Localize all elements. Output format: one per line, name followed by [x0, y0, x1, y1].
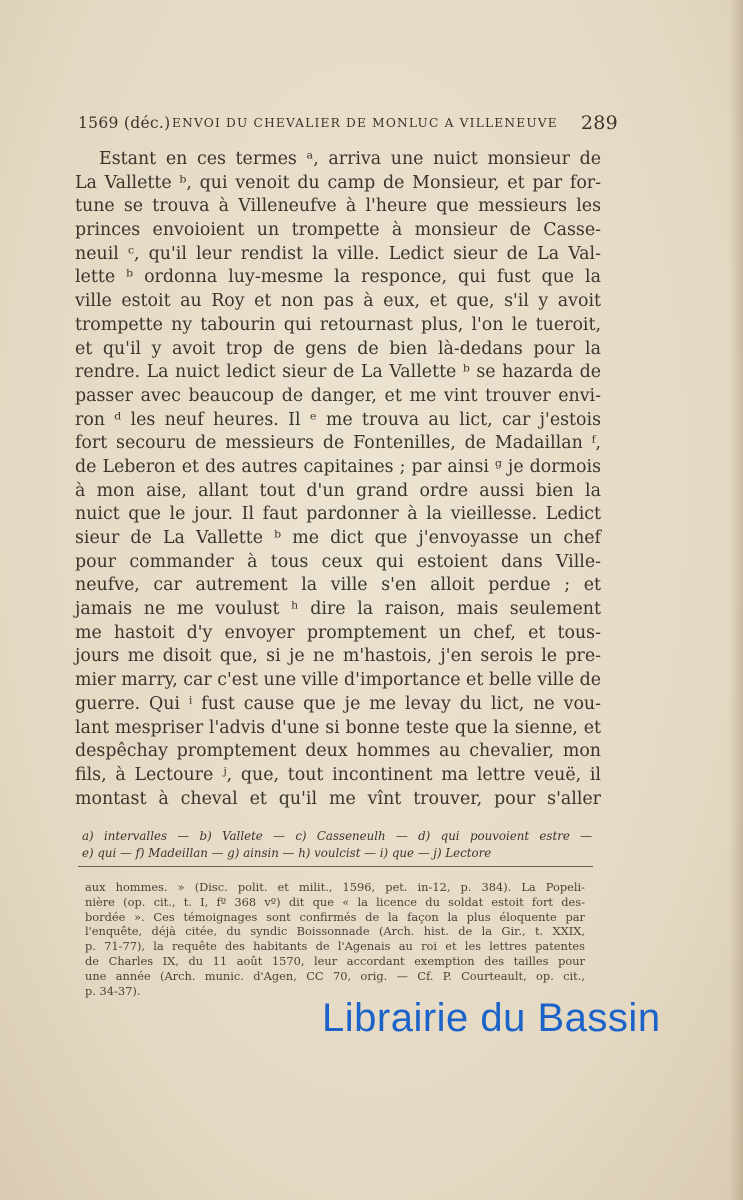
footnote-line: p. 71-77), la requête des habitants de l'Agenais au roi et les lettres patentes	[85, 939, 585, 954]
text-line: neuil ᶜ, qu'il leur rendist la ville. Ledict sieur de La Val-	[75, 243, 601, 264]
page-number: 289	[580, 112, 618, 134]
running-header	[78, 112, 618, 138]
footnote-line: l'enquête, déjà citée, du syndic Boissonnade (Arch. hist. de la Gir., t. XXIX,	[85, 924, 585, 939]
text-line: lant mespriser l'advis d'une si bonne teste que la sienne, et	[75, 717, 601, 738]
text-line: princes envoioient un trompette à monsieur de Casse-	[75, 220, 601, 241]
header-date: 1569 (déc.)	[78, 114, 171, 132]
footnote-line: nière (op. cit., t. I, fº 368 vº) dit que « la licence du soldat estoit fort des-	[85, 894, 585, 909]
text-line: fils, à Lectoure ʲ, que, tout incontinent ma lettre veuë, il	[75, 764, 601, 785]
header-title: ENVOI DU CHEVALIER DE MONLUC A VILLENEUVE	[172, 116, 558, 130]
text-line: me hastoit d'y envoyer promptement un chef, et tous-	[75, 622, 601, 643]
text-line: neufve, car autrement la ville s'en alloit perdue ; et	[75, 575, 601, 596]
text-line: guerre. Qui ⁱ fust cause que je me levay du lict, ne vou-	[75, 693, 601, 714]
text-line: mier marry, car c'est une ville d'importance et belle ville de	[75, 670, 601, 691]
variant-line: e) qui — f) Madeillan — g) ainsin — h) voulcist — i) que — j) Lectore	[82, 846, 492, 860]
text-line: jamais ne me voulust ʰ dire la raison, mais seulement	[75, 599, 601, 620]
footnote-line: une année (Arch. munic. d'Agen, CC 70, orig. — Cf. P. Courteault, op. cit.,	[85, 968, 585, 983]
text-line: rendre. La nuict ledict sieur de La Vallette ᵇ se hazarda de	[75, 362, 601, 383]
page-edge-shadow	[729, 0, 743, 1200]
footnote-divider	[78, 866, 593, 867]
text-line: Estant en ces termes ᵃ, arriva une nuict monsieur de	[99, 149, 601, 169]
footnote	[85, 880, 585, 998]
text-line: ville estoit au Roy et non pas à eux, et que, s'il y avoit	[75, 291, 601, 312]
text-line: et qu'il y avoit trop de gens de bien là-dedans pour la	[75, 338, 601, 359]
text-line: tune se trouva à Villeneufve à l'heure que messieurs les	[75, 196, 601, 217]
text-line: trompette ny tabourin qui retournast plus, l'on le tueroit,	[75, 314, 601, 335]
footnote-line: aux hommes. » (Disc. polit. et milit., 1596, pet. in-12, p. 384). La Popeli-	[85, 880, 585, 894]
watermark: Librairie du Bassin	[322, 996, 661, 1040]
text-line: ron ᵈ les neuf heures. Il ᵉ me trouva au lict, car j'estois	[75, 409, 601, 430]
text-line: à mon aise, allant tout d'un grand ordre aussi bien la	[75, 480, 601, 501]
textual-variants	[82, 828, 592, 862]
text-line: passer avec beaucoup de danger, et me vint trouver envi-	[75, 385, 601, 406]
variant-line: a) intervalles — b) Vallete — c) Casseneulh — d) qui pouvoient estre —	[82, 829, 592, 843]
text-line: de Leberon et des autres capitaines ; par ainsi ᵍ je dormois	[75, 456, 601, 477]
text-line: La Vallette ᵇ, qui venoit du camp de Monsieur, et par for-	[75, 172, 601, 193]
text-line: montast à cheval et qu'il me vînt trouver, pour s'aller	[75, 788, 601, 809]
footnote-line: bordée ». Ces témoignages sont confirmés de la façon la plus éloquente par	[85, 909, 585, 924]
text-line: despêchay promptement deux hommes au chevalier, mon	[75, 741, 601, 762]
footnote-line: p. 34-37).	[85, 983, 141, 998]
text-line: lette ᵇ ordonna luy-mesme la responce, qui fust que la	[75, 267, 601, 288]
text-line: sieur de La Vallette ᵇ me dict que j'envoyasse un chef	[75, 528, 601, 548]
main-text	[75, 148, 601, 811]
footnote-line: de Charles IX, du 11 août 1570, leur accordant exemption des tailles pour	[85, 953, 585, 968]
text-line: pour commander à tous ceux qui estoient dans Ville-	[75, 551, 601, 572]
text-line: nuict que le jour. Il faut pardonner à la vieillesse. Ledict	[75, 504, 601, 525]
text-line: fort secouru de messieurs de Fontenilles, de Madaillan ᶠ,	[75, 433, 601, 454]
text-line: jours me disoit que, si je ne m'hastois, j'en serois le pre-	[75, 646, 601, 667]
